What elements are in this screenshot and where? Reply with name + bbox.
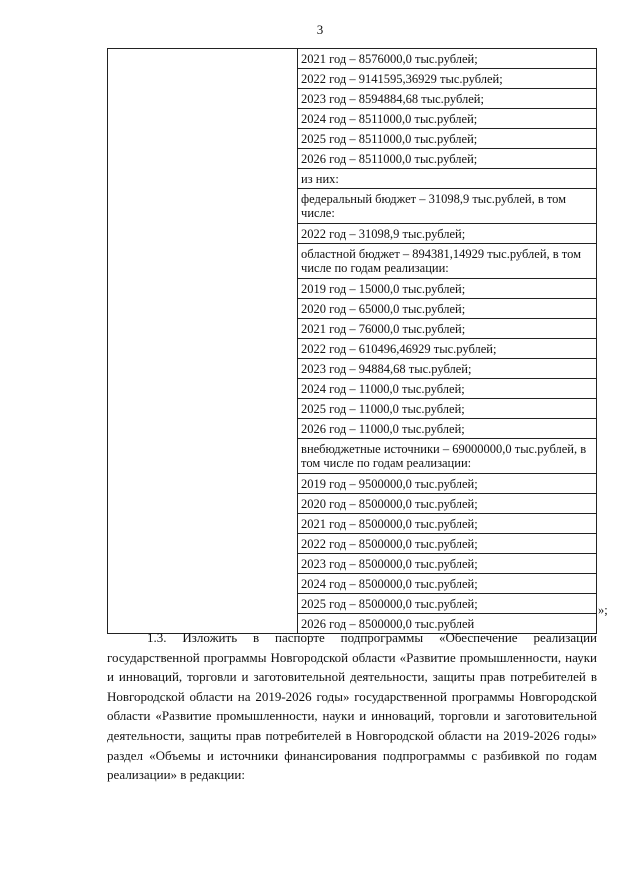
amendment-paragraph: 1.3. Изложить в паспорте подпрограммы «Обеспечение реализации государственной программы Новгородской области «Развитие промышленности, науки и инноваций, торговли и заготовительной деятельности, защиты прав потребителей в Новгородской области на 2019-2026 годы» государственной программы Новгородской области «Развитие промышленности, науки и инноваций, торговли и заготовительной деятельности, защиты прав потребителей в Новгородской области на 2019-2026 годы» раздел «Объемы и источники финансирования подпрограммы с разбивкой по годам реализации» в редакции: xyxy=(107,630,597,783)
page-number: 3 xyxy=(316,22,324,37)
closing-quote: »; xyxy=(598,603,608,617)
table-line: 2025 год – 11000,0 тыс.рублей; xyxy=(298,399,596,419)
table-line: 2019 год – 15000,0 тыс.рублей; xyxy=(298,279,596,299)
table-line: 2022 год – 31098,9 тыс.рублей; xyxy=(298,224,596,244)
table-line: 2026 год – 11000,0 тыс.рублей; xyxy=(298,419,596,439)
table-line: 2022 год – 9141595,36929 тыс.рублей; xyxy=(298,69,596,89)
table-line: 2023 год – 8500000,0 тыс.рублей; xyxy=(298,554,596,574)
table-line: 2021 год – 76000,0 тыс.рублей; xyxy=(298,319,596,339)
table-line: 2024 год – 11000,0 тыс.рублей; xyxy=(298,379,596,399)
table-line: 2024 год – 8500000,0 тыс.рублей; xyxy=(298,574,596,594)
financing-table xyxy=(107,48,597,634)
table-right-cell xyxy=(298,49,597,634)
table-line: внебюджетные источники – 69000000,0 тыс.рублей, в том числе по годам реализации: xyxy=(298,439,596,474)
table-line: 2019 год – 9500000,0 тыс.рублей; xyxy=(298,474,596,494)
table-line: 2025 год – 8500000,0 тыс.рублей; xyxy=(298,594,596,614)
table-row xyxy=(108,49,597,634)
table-line: 2023 год – 8594884,68 тыс.рублей; xyxy=(298,89,596,109)
table-line: 2021 год – 8500000,0 тыс.рублей; xyxy=(298,514,596,534)
table-line: 2020 год – 8500000,0 тыс.рублей; xyxy=(298,494,596,514)
table-line: 2022 год – 8500000,0 тыс.рублей; xyxy=(298,534,596,554)
table-line: федеральный бюджет – 31098,9 тыс.рублей, в том числе: xyxy=(298,189,596,224)
table-line: областной бюджет – 894381,14929 тыс.рублей, в том числе по годам реализации: xyxy=(298,244,596,279)
table-line: 2020 год – 65000,0 тыс.рублей; xyxy=(298,299,596,319)
table-line: из них: xyxy=(298,169,596,189)
table-line: 2026 год – 8511000,0 тыс.рублей; xyxy=(298,149,596,169)
table-line: 2025 год – 8511000,0 тыс.рублей; xyxy=(298,129,596,149)
table-left-cell xyxy=(108,49,298,634)
table-line: 2026 год – 8500000,0 тыс.рублей xyxy=(301,617,475,631)
table-line: 2022 год – 610496,46929 тыс.рублей; xyxy=(298,339,596,359)
table-line: 2024 год – 8511000,0 тыс.рублей; xyxy=(298,109,596,129)
table-line: 2023 год – 94884,68 тыс.рублей; xyxy=(298,359,596,379)
table-line: 2021 год – 8576000,0 тыс.рублей; xyxy=(298,49,596,69)
